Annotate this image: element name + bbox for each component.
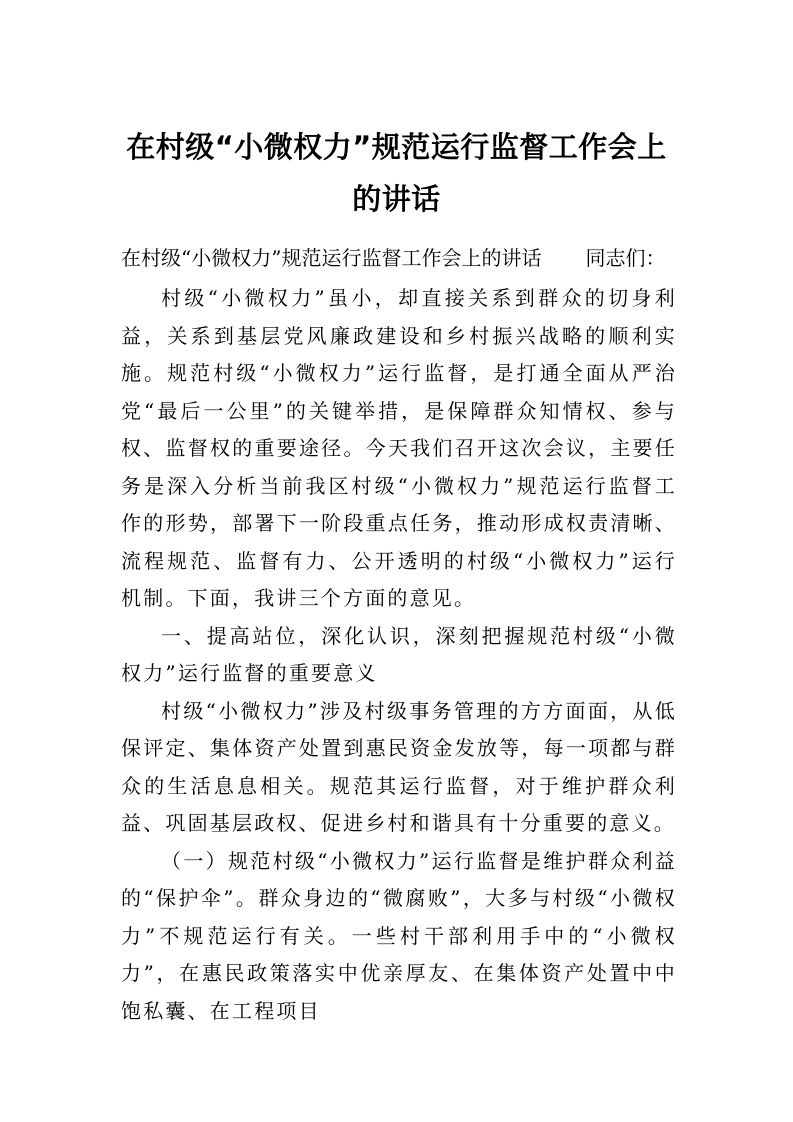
document-subtitle-line [121,242,681,271]
document-body [121,280,677,1030]
document-title-line-1: 在村级“小微权力”规范运行监督工作会上 [126,130,667,164]
body-paragraph: 村级“小微权力”虽小，却直接关系到群众的切身利益，关系到基层党风廉政建设和乡村振兴战略的顺利实施。规范村级“小微权力”运行监督，是打通全面从严治党“最后一公里”的关键举措，是保障群众知情权、参与权、监督权的重要途径。今天我们召开这次会议，主要任务是深入分析当前我区村级“小微权力”规范运行监督工作的形势，部署下一阶段重点任务，推动形成权责清晰、流程规范、监督有力、公开透明的村级“小微权力”运行机制。下面，我讲三个方面的意见。 [121,286,677,610]
body-paragraph: （一）规范村级“小微权力”运行监督是维护群众利益的“保护伞”。群众身边的“微腐败”，大多与村级“小微权力”不规范运行有关。一些村干部利用手中的“小微权力”，在惠民政策落实中优亲厚友、在集体资产处置中中饱私囊、在工程项目 [121,848,677,1023]
document-subtitle: 在村级“小微权力”规范运行监督工作会上的讲话 [121,246,542,270]
document-title-line-2: 的讲话 [352,182,441,216]
greeting: 同志们： [585,246,666,270]
body-paragraph: 村级“小微权力”涉及村级事务管理的方方面面，从低保评定、集体资产处置到惠民资金发放等，每一项都与群众的生活息息相关。规范其运行监督，对于维护群众利益、巩固基层政权、促进乡村和谐具有十分重要的意义。 [121,698,677,835]
section-heading: 一、提高站位，深化认识，深刻把握规范村级“小微权力”运行监督的重要意义 [121,623,677,685]
